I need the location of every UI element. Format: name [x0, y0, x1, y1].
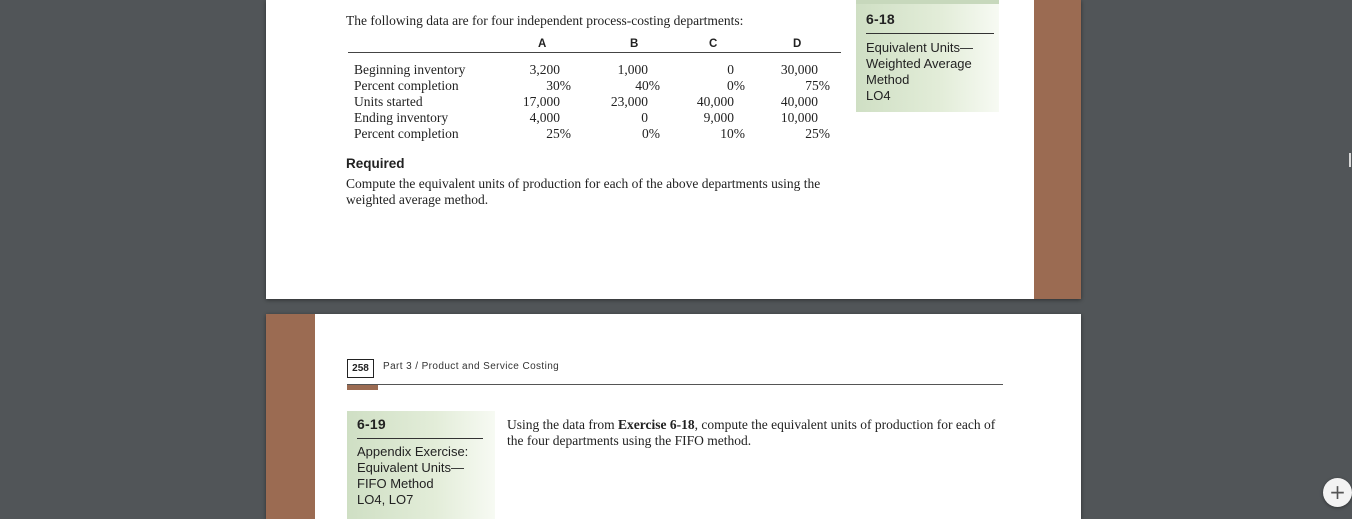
running-head-tab [347, 385, 378, 390]
page-number: 258 [347, 359, 374, 378]
table-cell: 23,000 [610, 94, 648, 109]
table-row-label: Percent completion [354, 126, 459, 141]
exercise-title-line: FIFO Method [357, 476, 434, 491]
zoom-in-button[interactable] [1323, 478, 1352, 507]
table-cell: 25% [546, 126, 571, 141]
page-margin-band [266, 314, 315, 519]
exercise-number: 6-19 [357, 416, 386, 432]
exercise-sidebox-6-18 [856, 0, 999, 112]
exercise-number-rule [357, 438, 483, 439]
table-cell: 40,000 [696, 94, 734, 109]
exercise-title-line: Method [866, 72, 910, 87]
table-cell: 40% [635, 78, 660, 93]
running-head: Part 3 / Product and Service Costing [383, 361, 560, 372]
exercise-number-rule [866, 33, 994, 34]
exercise-sidebox-6-19 [347, 411, 495, 519]
table-cell: 30,000 [780, 62, 818, 77]
table-cell: 10,000 [780, 110, 818, 125]
table-cell: 4,000 [529, 110, 560, 125]
scrollbar-edge [1349, 153, 1351, 167]
column-header-b: B [630, 38, 639, 50]
text-segment: , compute the equivalent units of production for each of the four departments using the FIFO method. [507, 417, 996, 448]
exercise-number: 6-18 [866, 11, 895, 27]
column-header-d: D [793, 38, 802, 50]
table-cell: 0 [727, 62, 734, 77]
table-cell: 0 [641, 110, 648, 125]
exercise-6-19-text [507, 417, 1007, 449]
table-cell: 3,200 [529, 62, 560, 77]
page-margin-band [1034, 0, 1081, 299]
exercise-intro: The following data are for four independent process-costing departments: [346, 13, 744, 28]
table-cell: 75% [805, 78, 830, 93]
text-segment: Using the data from [507, 417, 618, 432]
table-row-label: Units started [354, 94, 423, 109]
table-row-label: Ending inventory [354, 110, 449, 125]
table-row-label: Beginning inventory [354, 62, 466, 77]
required-heading: Required [346, 156, 405, 171]
table-row-label: Percent completion [354, 78, 459, 93]
document-page-2 [266, 314, 1081, 519]
table-cell: 9,000 [703, 110, 734, 125]
exercise-title [866, 40, 973, 104]
table-cell: 0% [727, 78, 745, 93]
plus-icon: + [1329, 480, 1346, 504]
exercise-title-line: LO4, LO7 [357, 492, 414, 507]
table-cell: 10% [720, 126, 745, 141]
sidebox-top-bar [856, 0, 999, 4]
required-text: Compute the equivalent units of production for each of the above departments using the weighted average method. [346, 176, 821, 207]
table-cell: 0% [642, 126, 660, 141]
exercise-reference: Exercise 6-18 [617, 417, 695, 432]
table-cell: 1,000 [617, 62, 648, 77]
table-cell: 30% [546, 78, 571, 93]
table-header-rule [348, 52, 841, 53]
exercise-title-line: Weighted Average [866, 56, 972, 71]
exercise-title-line: Appendix Exercise: [357, 444, 469, 459]
table-cell: 25% [805, 126, 830, 141]
exercise-title-line: LO4 [866, 88, 891, 103]
table-cell: 40,000 [780, 94, 818, 109]
running-head-rule [347, 384, 1003, 385]
exercise-title-line: Equivalent Units— [357, 460, 464, 475]
exercise-title [357, 444, 468, 508]
exercise-title-line: Equivalent Units— [866, 40, 973, 55]
table-cell: 17,000 [522, 94, 560, 109]
column-header-c: C [709, 38, 718, 50]
column-header-a: A [538, 38, 547, 50]
document-page-1 [266, 0, 1081, 299]
